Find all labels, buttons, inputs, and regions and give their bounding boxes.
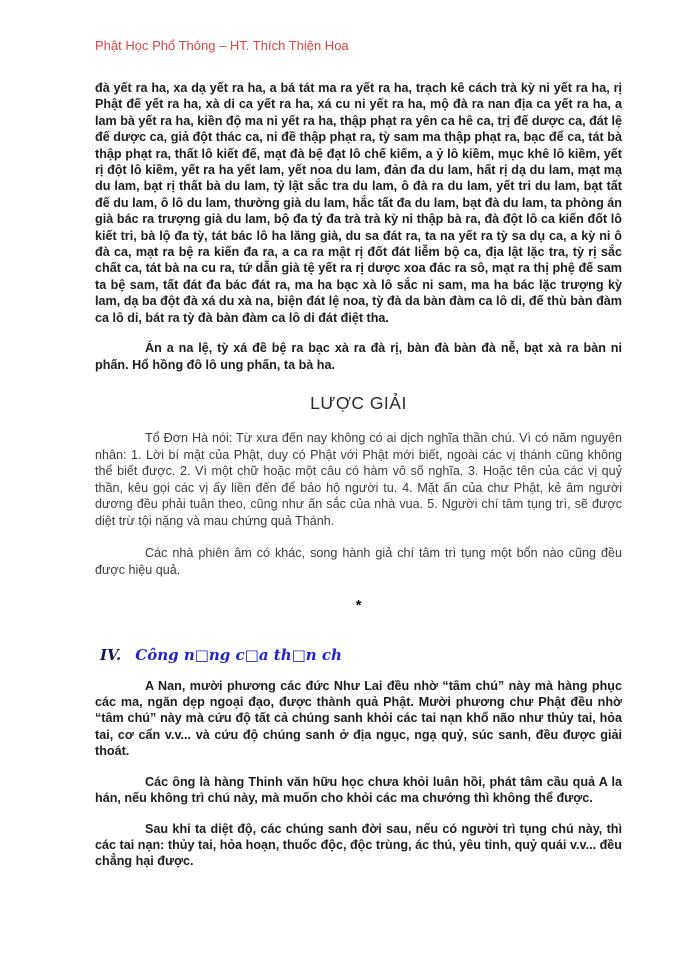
luoc-giai-paragraph-1: Tổ Đơn Hà nói: Từ xưa đến nay không có ai dịch nghĩa thần chú. Vì có năm nguyên nhân: 1. Lời bí mật của Phật, duy có Phật với Phật mới biết, ngoài các vị thánh cũng không thể biết được. 2. Vì một chữ hoặc một câu có hàm vô số nghĩa. 3. Hoặc tên của các vị quỷ thần, kêu gọi các vị ấy liền đến để bảo hộ người tu. 4. Mặt ấn của chư Phật, kẻ âm người dương đều phải tuân theo, cũng như ấn sắc của nhà vua. 5. Người chí tâm tụng trì, sẽ được diệt trừ tội nặng và mau chứng quả Thánh. bbox=[95, 430, 622, 528]
mantra-continuation-paragraph: đà yết ra ha, xa dạ yết ra ha, a bá tát ma ra yết ra ha, trạch kê cách trà kỳ ni yết ra ha, rị Phật đế yết ra ha, xà di ca yết ra ha, xá cu ni yết ra ha, mộ đà ra nan địa ca yết ra ha, a lam bà yết ra ha, kiền độ ma ni yết ra ha, thập phạt ra yên ca hê ca, trị đế dược ca, đát lệ đế dược ca, giả đột thác ca, ni đề thập phạt ra, tỳ sam ma thập phạt ra, bạc để ca, tát bà thập phạt ra, thất lô kiết đế, mạt đà bệ đạt lô chế kiếm, a ỷ lô kiềm, mục khê lô kiềm, yết rị đột lô kiềm, yết ra ha yết lam, yết noa du lam, đản đa du lam, hất rị dạ du lam, mạt mạ du lam, bạt rị thất bà du lam, tỷ lật sắc tra du lam, ô đà ra du lam, yết tri du lam, bạt tất đế du lam, ô lô du lam, thường già du lam, hắc tất đa du lam, bạt đà du lam, ta phòng án già bác ra trượng già du lam, bộ đa tỷ đa trà trà kỳ ni thập bà ra, đà đột lô ca kiến đốt lô kiết tri, bà lộ đa tỳ, tát bác lô ha lăng già, du sa đát ra, ta na yết ra tỳ sa dụ ca, a kỳ ni ô đà ca, mạt ra bệ ra kiến đa ra, a ca ra mật rị đốt đát liễm bộ ca, địa lật lặc tra, tỳ rị sắc chất ca, tát bà na cu ra, tứ dẫn già tệ yết ra rị dược xoa đác ra sô, mạt ra thị phệ đế sam ta bệ sam, tất đát đa bác đát ra, ma ha bạc xà lô sắc ni sam, ma ha bác lặc trượng kỳ lam, dạ ba đột đà xá du xà na, biện đát lệ noa, tỳ đà da bàn đàm ca lô di, đế thù bàn đàm ca lô di, bát ra tỳ đà bàn đàm ca lô di đát điệt tha. bbox=[95, 81, 622, 325]
luoc-giai-paragraph-2: Các nhà phiên âm có khác, song hành giả chí tâm trì tụng một bổn nào cũng đều được hiệu quả. bbox=[95, 546, 622, 578]
section-iv-paragraph-3: Sau khi ta diệt độ, các chúng sanh đời sau, nếu có người trì tụng chú này, thì các tai nạn: thủy tai, hỏa hoạn, thuốc độc, độc trùng, ác thú, yêu tinh, quỷ quái v.v... đều chẳng hại được. bbox=[95, 821, 622, 869]
page-content bbox=[95, 80, 622, 870]
section-iv-paragraph-1: A Nan, mười phương các đức Như Lai đều nhờ “tâm chú” này mà hàng phục các ma, ngăn dẹp ngoại đạo, được thành quả Phật. Mười phương chư Phật đều nhờ “tâm chú” này mà cứu độ tất cả chúng sanh khỏi các tai nạn khổ não như thủy tai, hỏa tai, cơ cẩn v.v... và cứu độ chúng sanh ở địa ngục, ngạ quỷ, súc sanh, đều được giải thoát. bbox=[95, 678, 622, 759]
page-header-title: Phật Học Phổ Thông – HT. Thích Thiện Hoa bbox=[95, 38, 349, 53]
section-heading-iv bbox=[100, 646, 622, 664]
mantra-closing-paragraph: Án a na lệ, tỳ xá đề bệ ra bạc xà ra đà rị, bàn đà bàn đà nễ, bạt xà ra bàn ni phấn. Hổ hồng đô lô ung phấn, ta bà ha. bbox=[95, 341, 622, 372]
section-iv-title: Công n□ng c□a th□n ch bbox=[135, 645, 342, 664]
section-heading-luoc-giai: LƯỢC GIẢI bbox=[310, 392, 407, 413]
section-iv-numeral: IV. bbox=[100, 645, 122, 664]
section-separator-asterisk: * bbox=[355, 596, 362, 614]
section-iv-paragraph-2: Các ông là hàng Thinh văn hữu học chưa khỏi luân hồi, phát tâm cầu quả A la hán, nếu không trì chú này, mà muốn cho khỏi các ma chướng thì không thể được. bbox=[95, 774, 622, 806]
